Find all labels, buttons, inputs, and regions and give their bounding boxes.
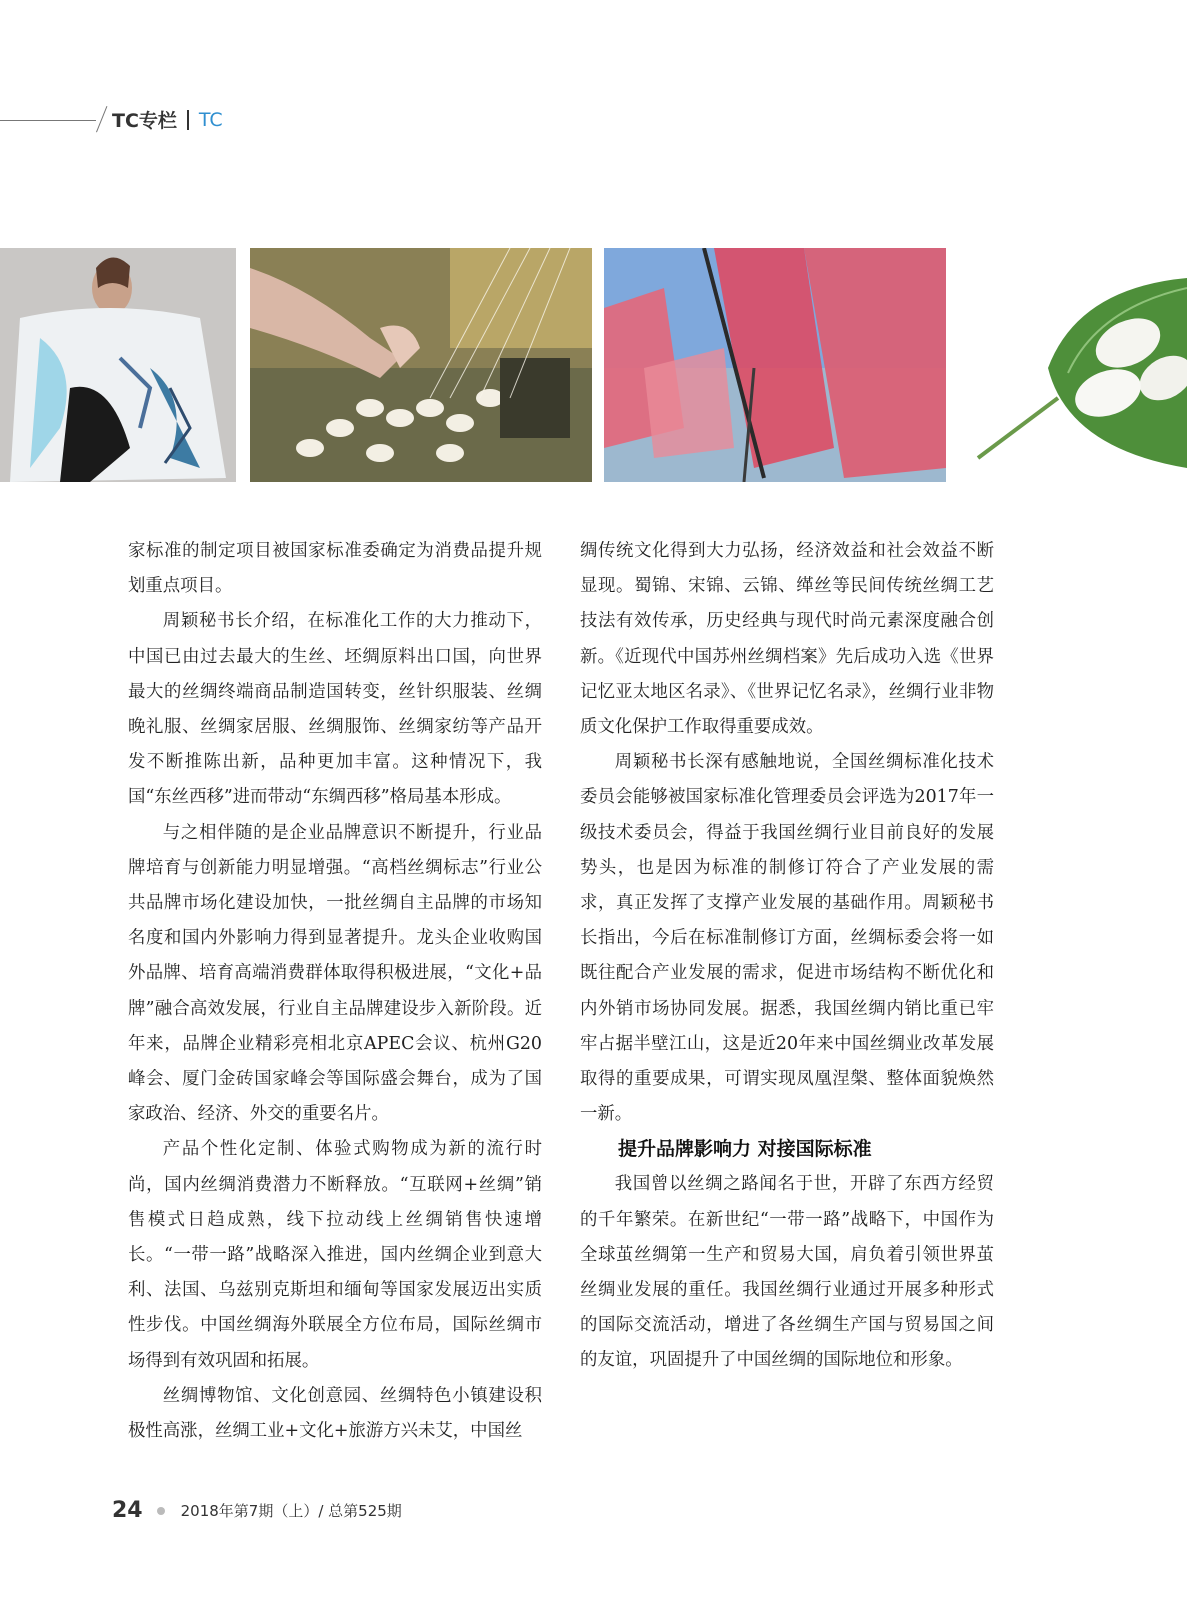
page-number: 24	[112, 1498, 143, 1523]
paragraph: 我国曾以丝绸之路闻名于世，开辟了东西方经贸的千年繁荣。在新世纪“一带一路”战略下，中国作为全球茧丝绸第一生产和贸易大国，肩负着引领世界茧丝绸业发展的重任。我国丝绸行业通过开展多种形式的国际交流活动，增进了各丝绸生产国与贸易国之间的友谊，巩固提升了中国丝绸的国际地位和形象。	[580, 1174, 994, 1371]
header-separator	[187, 110, 189, 130]
paragraph: 丝绸博物馆、文化创意园、丝绸特色小镇建设积极性高涨，丝绸工业+文化+旅游方兴未艾，中国丝	[128, 1385, 542, 1442]
pink-silk-drying-photo	[604, 248, 946, 482]
right-text-column	[580, 534, 994, 1379]
paragraph: 家标准的制定项目被国家标准委确定为消费品提升规划重点项目。	[128, 541, 542, 597]
paragraph: 周颖秘书长介绍，在标准化工作的大力推动下，中国已由过去最大的生丝、坯绸原料出口国，向世界最大的丝绸终端商品制造国转变，丝针织服装、丝绸晚礼服、丝绸家居服、丝绸服饰、丝绸家纺等产品开发不断推陈出新，品种更加丰富。这种情况下，我国“东丝西移”进而带动“东绸西移”格局基本形成。	[128, 611, 542, 808]
paragraph: 与之相伴随的是企业品牌意识不断提升，行业品牌培育与创新能力明显增强。“高档丝绸标志”行业公共品牌市场化建设加快，一批丝绸自主品牌的市场知名度和国内外影响力得到显著提升。龙头企业收购国外品牌、培育高端消费群体取得积极进展，“文化+品牌”融合高效发展，行业自主品牌建设步入新阶段。近年来，品牌企业精彩亮相北京APEC会议、杭州G20峰会、厦门金砖国家峰会等国际盛会舞台，成为了国家政治、经济、外交的重要名片。	[128, 822, 542, 1125]
silk-reeling-hands-photo	[250, 248, 592, 482]
issue-info: 2018年第7期（上）/ 总第525期	[180, 1502, 402, 1520]
running-header	[112, 106, 223, 133]
header-slash	[96, 106, 107, 132]
paragraph: 绸传统文化得到大力弘扬，经济效益和社会效益不断显现。蜀锦、宋锦、云锦、缂丝等民间传统丝绸工艺技法有效传承，历史经典与现代时尚元素深度融合创新。《近现代中国苏州丝绸档案》先后成功入选《世界记忆亚太地区名录》、《世界记忆名录》，丝绸行业非物质文化保护工作取得重要成效。	[580, 541, 994, 738]
silkworm-cocoons-on-leaf-photo	[958, 248, 1187, 482]
footer-dot	[157, 1507, 165, 1515]
paragraph: 产品个性化定制、体验式购物成为新的流行时尚，国内丝绸消费潜力不断释放。“互联网+丝绸”销售模式日趋成熟，线下拉动线上丝绸销售快速增长。“一带一路”战略深入推进，国内丝绸企业到意大利、法国、乌兹别克斯坦和缅甸等国家发展迈出实质性步伐。中国丝绸海外联展全方位布局，国际丝绸市场得到有效巩固和拓展。	[128, 1139, 542, 1371]
paragraph: 周颖秘书长深有感触地说，全国丝绸标准化技术委员会能够被国家标准化管理委员会评选为2017年一级技术委员会，得益于我国丝绸行业目前良好的发展势头，也是因为标准的制修订符合了产业发展的需求，真正发挥了支撑产业发展的基础作用。周颖秘书长指出，今后在标准制修订方面，丝绸标委会将一如既往配合产业发展的需求，促进市场结构不断优化和内外销市场协同发展。据悉，我国丝绸内销比重已牢牢占据半壁江山，这是近20年来中国丝绸业改革发展取得的重要成果，可谓实现凤凰涅槃、整体面貌焕然一新。	[580, 752, 994, 1125]
column-name: TC专栏	[112, 110, 177, 132]
section-heading: 提升品牌影响力 对接国际标准	[618, 1138, 872, 1161]
header-rule	[0, 120, 96, 121]
silk-scarf-model-photo	[0, 248, 236, 482]
page-footer	[112, 1498, 402, 1523]
left-text-column	[128, 534, 542, 1449]
column-code: TC	[198, 108, 223, 131]
